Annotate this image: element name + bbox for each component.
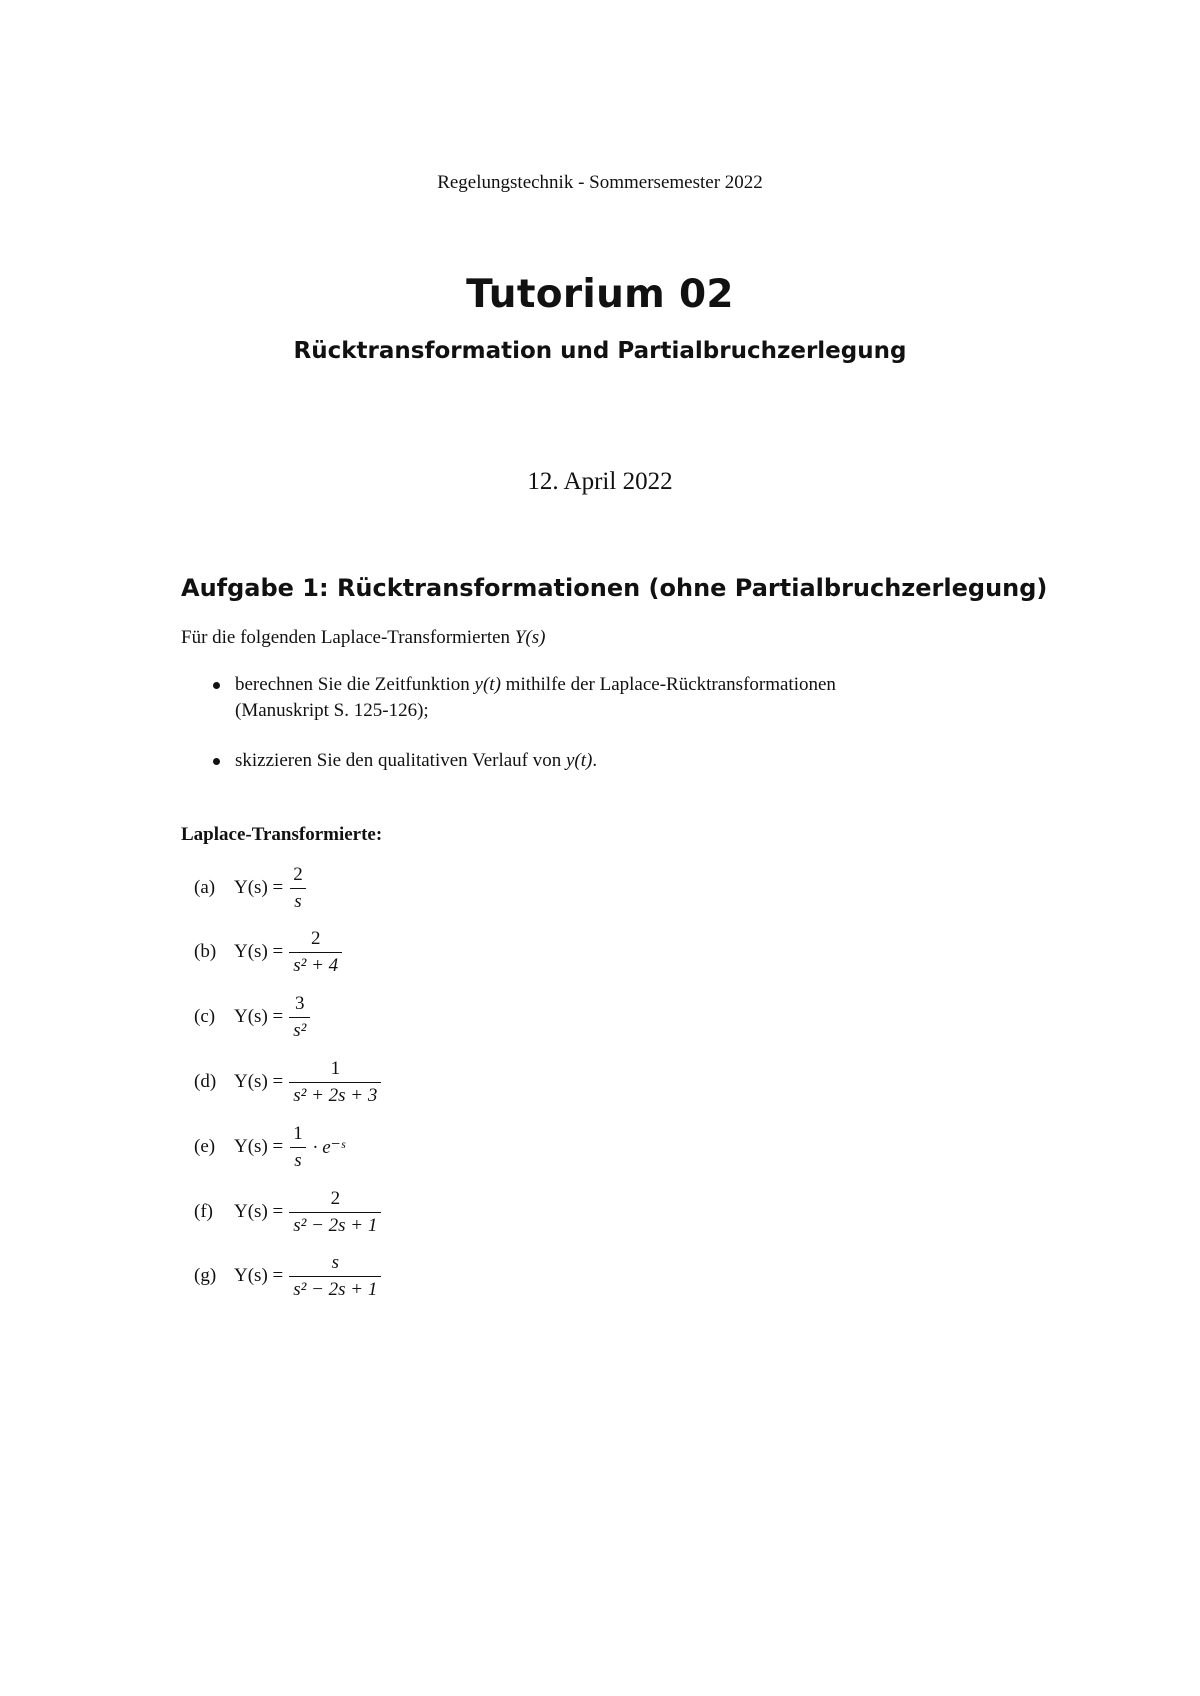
equation-a <box>194 858 307 918</box>
page-subtitle: Rücktransformation und Partialbruchzerlegung <box>293 338 907 364</box>
equation-label: (b) <box>194 941 217 962</box>
fraction-denominator: s² + 4 <box>289 952 342 977</box>
instruction-symbol: y(t) <box>474 674 501 695</box>
equation-label: (c) <box>194 1006 216 1027</box>
fraction-numerator: 2 <box>330 1187 341 1209</box>
instruction-list <box>213 672 1033 798</box>
equation-c <box>194 987 310 1047</box>
equation-label: (e) <box>194 1136 216 1157</box>
equation-lhs: Y(s) = <box>234 1071 284 1092</box>
fraction-numerator: 1 <box>293 1122 303 1144</box>
task-heading: Aufgabe 1: Rücktransformationen (ohne Partialbruchzerlegung) <box>181 574 1048 602</box>
instruction-item <box>213 672 1033 724</box>
fraction-denominator: s <box>290 1147 305 1172</box>
fraction-denominator: s² + 2s + 3 <box>289 1082 381 1107</box>
course-line: Regelungstechnik - Sommersemester 2022 <box>437 172 763 193</box>
equation-f <box>194 1182 381 1242</box>
instruction-symbol: y(t) <box>566 750 593 771</box>
document-date: 12. April 2022 <box>527 468 673 495</box>
equation-label: (f) <box>194 1201 213 1222</box>
task-intro <box>181 627 545 649</box>
fraction-numerator: s <box>331 1251 340 1273</box>
equation-b <box>194 922 342 982</box>
instruction-text: skizzieren Sie den qualitativen Verlauf von <box>235 750 566 771</box>
instruction-text-suffix: mithilfe der Laplace-Rücktransformationen <box>500 674 836 695</box>
fraction-denominator: s² <box>289 1017 310 1042</box>
instruction-text: berechnen Sie die Zeitfunktion <box>235 674 475 695</box>
instruction-reference: (Manuskript S. 125-126); <box>235 700 429 721</box>
instruction-item <box>213 748 1033 774</box>
bullet-dot-icon <box>213 682 220 689</box>
equation-lhs: Y(s) = <box>234 1265 284 1286</box>
fraction <box>289 993 310 1042</box>
fraction <box>289 928 342 977</box>
task-intro-text: Für die folgenden Laplace-Transformierten <box>181 627 515 648</box>
fraction-denominator: s² − 2s + 1 <box>289 1212 381 1237</box>
equation-lhs: Y(s) = <box>234 941 284 962</box>
equation-lhs: Y(s) = <box>234 1136 284 1157</box>
equation-lhs: Y(s) = <box>234 1006 284 1027</box>
fraction <box>289 1252 381 1301</box>
fraction-numerator: 3 <box>295 992 305 1014</box>
page-title: Tutorium 02 <box>466 272 734 317</box>
fraction-denominator: s <box>290 888 305 913</box>
fraction <box>289 1123 307 1172</box>
fraction-numerator: 2 <box>310 927 321 949</box>
task-intro-symbol: Y(s) <box>514 627 546 648</box>
fraction <box>289 1188 381 1237</box>
instruction-text-suffix: . <box>592 750 598 771</box>
equation-label: (a) <box>194 877 216 898</box>
equation-d <box>194 1052 381 1112</box>
bullet-dot-icon <box>213 758 220 765</box>
fraction-numerator: 2 <box>293 863 303 885</box>
fraction-denominator: s² − 2s + 1 <box>289 1276 381 1301</box>
equation-lhs: Y(s) = <box>234 877 284 898</box>
equation-label: (g) <box>194 1265 217 1286</box>
fraction <box>289 864 307 913</box>
equation-label: (d) <box>194 1071 217 1092</box>
equation-lhs: Y(s) = <box>234 1201 284 1222</box>
section-label: Laplace-Transformierte: <box>181 824 383 845</box>
equation-factor: · e⁻ˢ <box>312 1136 345 1158</box>
fraction <box>289 1058 381 1107</box>
fraction-numerator: 1 <box>330 1057 341 1079</box>
equation-g <box>194 1246 381 1306</box>
equation-e <box>194 1117 345 1177</box>
